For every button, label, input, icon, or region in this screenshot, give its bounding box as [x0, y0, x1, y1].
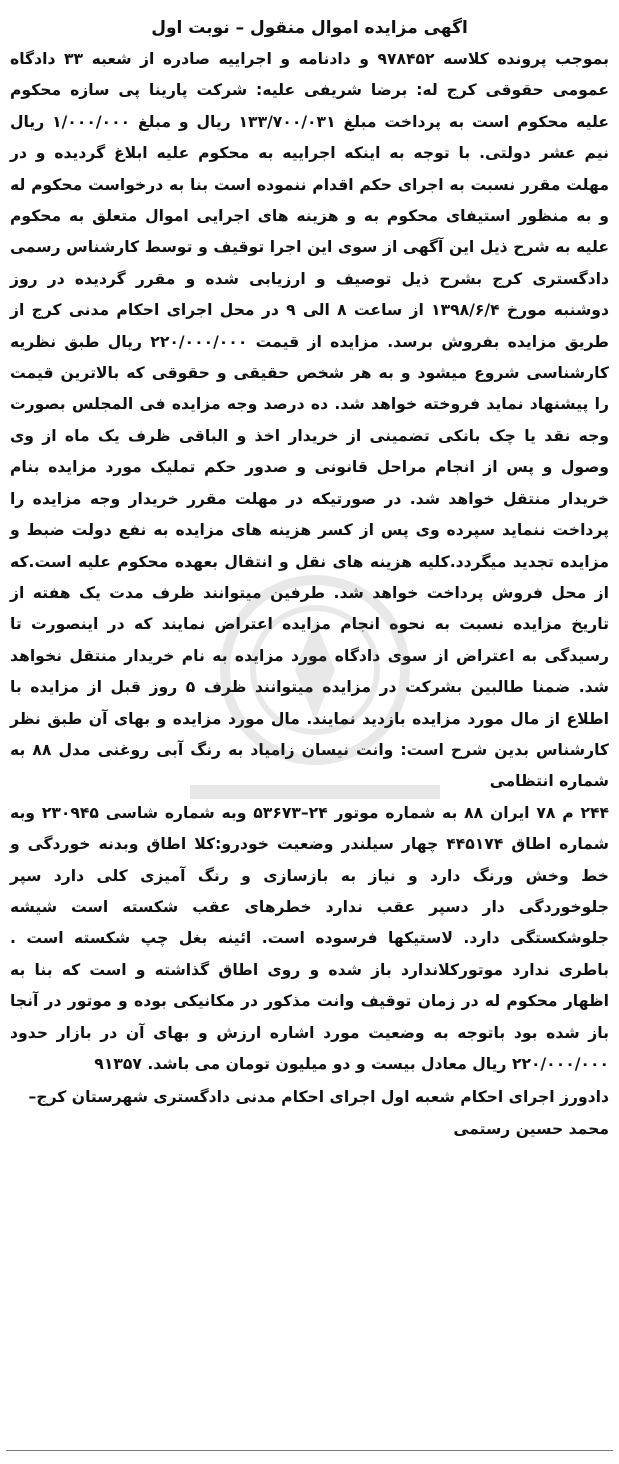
notice-title: اگهی مزایده اموال منقول – نوبت اول	[151, 18, 468, 38]
notice-signature: دادورز اجرای احکام شعبه اول اجرای احکام مدنی دادگستری شهرستان کرج– محمد حسین رستمی	[28, 1088, 609, 1138]
auction-notice	[10, 14, 609, 1145]
item-description: ۲۴۴ م ۷۸ ایران ۸۸ به شماره موتور ۲۴–۵۳۶۷۳ وبه شماره شاسی ۲۳۰۹۴۵ وبه شماره اطاق ۴۴۵۱۷۴ چهار سیلندر وضعیت خودرو:کلا اطاق وبدنه خوردگی و خط وخش ورنگ دارد و نیاز به بازسازی و رنگ آمیزی کلی دارد سپر جلوخوردگی دار دسپر عقب ندارد خطرهای عقب شکسته است شیشه جلوشکستگی دارد. لاستیکها فرسوده است. ائینه بغل چپ شکسته است . باطری ندارد موتورکلاندارد باز شده و روی اطاق گذاشته و است که بنا به اظهار محکوم له در زمان توقیف وانت مذکور در مکانیکی بوده و موتور در آنجا باز شده بود باتوجه به وضعیت مورد اشاره ارزش و بهای آن در بازار حدود ۲۲۰/۰۰۰/۰۰۰ ریال معادل بیست و دو میلیون تومان می باشد. ۹۱۳۵۷	[10, 803, 609, 1073]
bottom-divider	[6, 1450, 613, 1451]
notice-body: بموجب پرونده کلاسه ۹۷۸۴۵۲ و دادنامه و اجراییه صادره از شعبه ۳۳ دادگاه عمومی حقوقی کرج له: برضا شریفی علیه: شرکت پارینا پی سازه محکوم علیه محکوم است به پرداخت مبلغ ۱۳۳/۷۰۰/۰۳۱ ریال و مبلغ ۱/۰۰۰/۰۰۰ ریال نیم عشر دولتی. با توجه به اینکه اجراییه به محکوم علیه ابلاغ گردیده و در مهلت مقرر نسبت به اجرای حکم اقدام ننموده است بنا به درخواست محکوم له و به منظور استیفای محکوم به و هزینه های اجرایی اموال متعلق به محکوم علیه به شرح ذیل این آگهی از سوی این اجرا توقیف و توسط کارشناس رسمی دادگستری کرج بشرح ذیل توصیف و ارزیابی شده و مقرر گردیده در روز دوشنبه مورخ ۱۳۹۸/۶/۴ از ساعت ۸ الی ۹ در محل اجرای احکام مدنی کرج از طریق مزایده بفروش برسد. مزایده از قیمت ۲۲۰/۰۰۰/۰۰۰ ریال طبق نظریه کارشناسی شروع میشود و به هر شخص حقیقی و حقوقی که بالاترین قیمت را پیشنهاد نماید فروخته خواهد شد. ده درصد وجه مزایده فی المجلس بصورت وجه نقد یا چک بانکی تضمینی از خریدار اخذ و الباقی ظرف یک ماه از وی وصول و پس از انجام مراحل قانونی و صدور حکم تملیک مورد مزایده بنام خریدار منتقل خواهد شد. در صورتیکه در مهلت مقرر خریدار وجه مزایده را پرداخت ننماید سپرده وی پس از کسر هزینه های مزایده به نفع دولت ضبط و مزایده تجدید میگردد.کلیه هزینه های نقل و انتقال بعهده محکوم علیه است.که از محل فروش پرداخت خواهد شد. طرفین میتوانند ظرف مدت یک هفته از تاریخ مزایده نسبت به نحوه انجام مزایده اعتراض نمایند که در اینصورت تا رسیدگی به اعتراض از سوی دادگاه مورد مزایده به نام خریدار منتقل نخواهد شد. ضمنا طالبین بشرکت در مزایده میتوانند ظرف ۵ روز قبل از مزایده با اطلاع از مال مورد مزایده بازدید نمایند. مال مورد مزایده و بهای آن طبق نظر کارشناس بدین شرح است: وانت نیسان زامیاد به رنگ آبی روغنی مدل ۸۸ به شماره انتظامی	[10, 50, 609, 791]
